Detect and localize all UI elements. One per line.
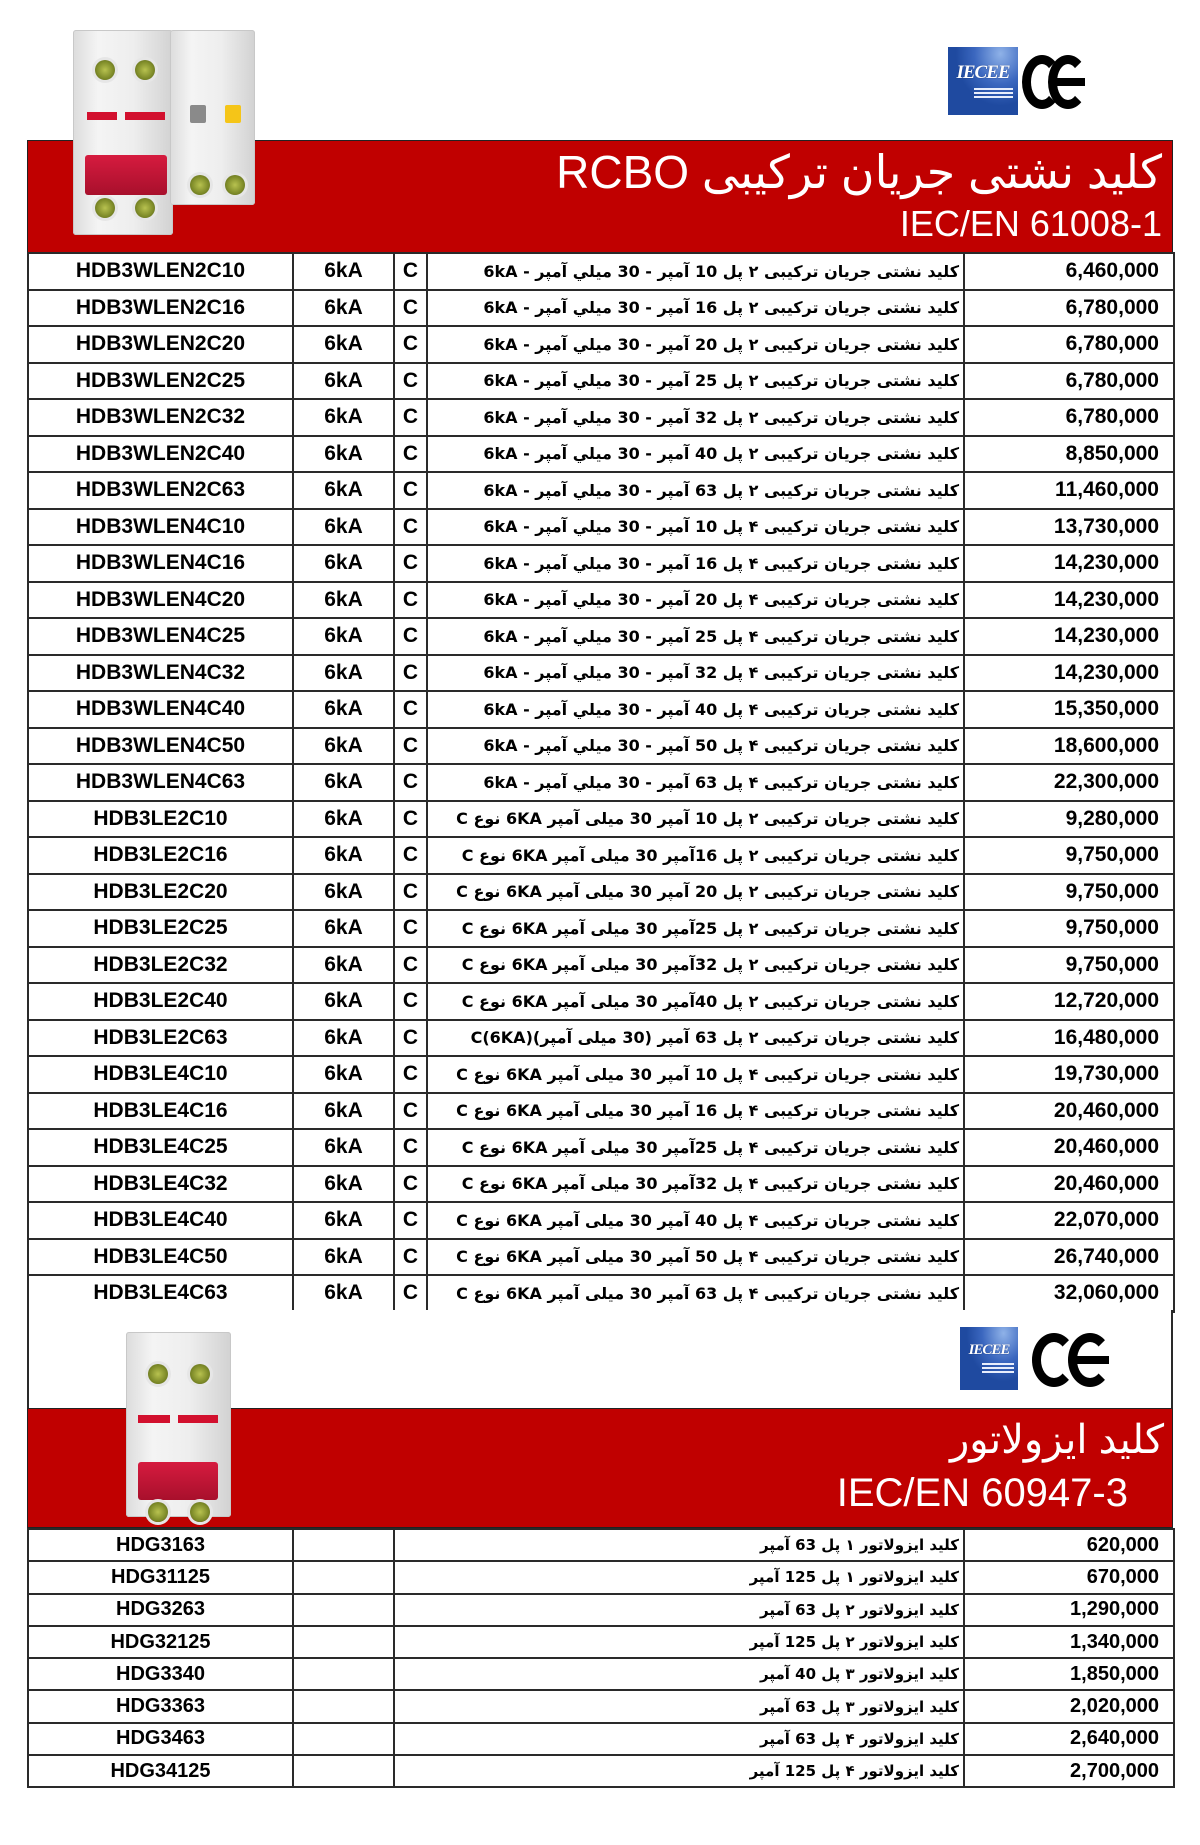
trip-curve: C — [394, 983, 427, 1020]
trip-curve: C — [394, 1020, 427, 1057]
trip-curve: C — [394, 290, 427, 327]
trip-curve: C — [394, 764, 427, 801]
product-code: HDB3WLEN4C40 — [28, 691, 293, 728]
table-row — [28, 363, 1174, 400]
product-description: کلید نشتی جریان ترکیبی ۲ پل 63 آمپر - 30 میلي آمپر - 6kA — [427, 472, 964, 509]
breaking-capacity: 6kA — [293, 1093, 394, 1130]
product-description: کلید ایزولاتور ۳ پل 40 آمپر — [394, 1658, 964, 1690]
trip-curve: C — [394, 545, 427, 582]
empty-cell — [293, 1658, 394, 1690]
product-code: HDG32125 — [28, 1626, 293, 1658]
product-description: کلید ایزولاتور ۱ پل 125 آمپر — [394, 1561, 964, 1593]
table-row — [28, 1561, 1174, 1593]
table-row — [28, 691, 1174, 728]
breaking-capacity: 6kA — [293, 618, 394, 655]
table-row — [28, 1239, 1174, 1276]
breaking-capacity: 6kA — [293, 1166, 394, 1203]
iecee-logo-icon: IECEE — [960, 1327, 1018, 1390]
breaking-capacity: 6kA — [293, 290, 394, 327]
product-code: HDB3WLEN4C32 — [28, 655, 293, 692]
product-code: HDB3LE2C63 — [28, 1020, 293, 1057]
product-description: کلید نشتی جریان ترکیبی ۴ پل 25آمپر 30 میلی آمپر 6KA نوع C — [427, 1129, 964, 1166]
product-code: HDB3LE4C16 — [28, 1093, 293, 1130]
table-row — [28, 983, 1174, 1020]
breaking-capacity: 6kA — [293, 1275, 394, 1312]
product-code: HDB3LE2C16 — [28, 837, 293, 874]
product-code: HDG3263 — [28, 1594, 293, 1626]
product-description: کلید نشتی جریان ترکیبی ۴ پل 40 آمپر 30 میلی آمپر 6KA نوع C — [427, 1202, 964, 1239]
product-code: HDB3WLEN2C10 — [28, 253, 293, 290]
trip-curve: C — [394, 691, 427, 728]
table-row — [28, 290, 1174, 327]
product-description: کلید نشتی جریان ترکیبی ۲ پل 16 آمپر - 30 میلي آمپر - 6kA — [427, 290, 964, 327]
isolator-switch-image — [118, 1332, 236, 1517]
trip-curve: C — [394, 472, 427, 509]
product-code: HDB3LE2C40 — [28, 983, 293, 1020]
empty-cell — [293, 1755, 394, 1787]
product-price: 14,230,000 — [964, 618, 1174, 655]
empty-cell — [293, 1594, 394, 1626]
table-row — [28, 1020, 1174, 1057]
breaking-capacity: 6kA — [293, 801, 394, 838]
product-code: HDB3WLEN4C25 — [28, 618, 293, 655]
product-price: 9,750,000 — [964, 947, 1174, 984]
product-code: HDB3WLEN4C16 — [28, 545, 293, 582]
table-row — [28, 1755, 1174, 1787]
rcbo-section-title: کلید نشتی جریان ترکیبی RCBO — [556, 146, 1162, 198]
trip-curve: C — [394, 582, 427, 619]
table-row — [28, 1658, 1174, 1690]
product-code: HDB3LE4C50 — [28, 1239, 293, 1276]
table-row — [28, 509, 1174, 546]
trip-curve: C — [394, 326, 427, 363]
product-description: کلید نشتی جریان ترکیبی ۴ پل 25 آمپر - 30 میلي آمپر - 6kA — [427, 618, 964, 655]
product-price: 20,460,000 — [964, 1093, 1174, 1130]
empty-cell — [293, 1529, 394, 1561]
product-description: کلید نشتی جریان ترکیبی ۲ پل 32 آمپر - 30 میلي آمپر - 6kA — [427, 399, 964, 436]
trip-curve: C — [394, 253, 427, 290]
product-price: 18,600,000 — [964, 728, 1174, 765]
product-price: 6,780,000 — [964, 363, 1174, 400]
table-row — [28, 910, 1174, 947]
product-code: HDB3WLEN2C20 — [28, 326, 293, 363]
product-code: HDB3WLEN4C10 — [28, 509, 293, 546]
isolator-standard-label: IEC/EN 60947-3 — [836, 1471, 1128, 1515]
table-row — [28, 1690, 1174, 1722]
table-row — [28, 764, 1174, 801]
product-code: HDB3LE4C40 — [28, 1202, 293, 1239]
product-description: کلید نشتی جریان ترکیبی ۴ پل 16 آمپر 30 میلی آمپر 6KA نوع C — [427, 1093, 964, 1130]
product-price: 9,750,000 — [964, 837, 1174, 874]
breaking-capacity: 6kA — [293, 1239, 394, 1276]
trip-curve: C — [394, 618, 427, 655]
table-row — [28, 655, 1174, 692]
trip-curve: C — [394, 1202, 427, 1239]
product-code: HDB3LE4C63 — [28, 1275, 293, 1312]
table-row — [28, 874, 1174, 911]
breaking-capacity: 6kA — [293, 655, 394, 692]
table-row — [28, 253, 1174, 290]
breaking-capacity: 6kA — [293, 363, 394, 400]
product-description: کلید ایزولاتور ۴ پل 125 آمپر — [394, 1755, 964, 1787]
breaking-capacity: 6kA — [293, 399, 394, 436]
product-price: 1,850,000 — [964, 1658, 1174, 1690]
breaking-capacity: 6kA — [293, 874, 394, 911]
table-row — [28, 326, 1174, 363]
trip-curve: C — [394, 837, 427, 874]
trip-curve: C — [394, 1166, 427, 1203]
product-description: کلید نشتی جریان ترکیبی ۲ پل 40 آمپر - 30 میلي آمپر - 6kA — [427, 436, 964, 473]
breaking-capacity: 6kA — [293, 582, 394, 619]
ce-mark-icon — [1022, 55, 1088, 109]
table-row — [28, 1529, 1174, 1561]
table-row — [28, 1275, 1174, 1312]
product-description: کلید نشتی جریان ترکیبی ۴ پل 20 آمپر - 30 میلي آمپر - 6kA — [427, 582, 964, 619]
product-code: HDB3LE4C32 — [28, 1166, 293, 1203]
product-price: 11,460,000 — [964, 472, 1174, 509]
product-description: کلید نشتی جریان ترکیبی ۴ پل 16 آمپر - 30 میلي آمپر - 6kA — [427, 545, 964, 582]
product-price: 670,000 — [964, 1561, 1174, 1593]
rcbo-price-table — [27, 252, 1175, 1313]
empty-cell — [293, 1561, 394, 1593]
product-code: HDB3WLEN4C50 — [28, 728, 293, 765]
breaking-capacity: 6kA — [293, 947, 394, 984]
product-price: 12,720,000 — [964, 983, 1174, 1020]
product-price: 9,750,000 — [964, 874, 1174, 911]
breaking-capacity: 6kA — [293, 910, 394, 947]
table-row — [28, 728, 1174, 765]
product-description: کلید نشتی جریان ترکیبی ۴ پل 50 آمپر 30 میلی آمپر 6KA نوع C — [427, 1239, 964, 1276]
product-code: HDB3WLEN2C16 — [28, 290, 293, 327]
product-code: HDB3LE2C25 — [28, 910, 293, 947]
product-price: 14,230,000 — [964, 582, 1174, 619]
product-description: کلید نشتی جریان ترکیبی ۲ پل 10 آمپر - 30 میلي آمپر - 6kA — [427, 253, 964, 290]
product-price: 2,020,000 — [964, 1690, 1174, 1722]
breaking-capacity: 6kA — [293, 1129, 394, 1166]
product-description: کلید ایزولاتور ۴ پل 63 آمپر — [394, 1723, 964, 1755]
product-price: 20,460,000 — [964, 1129, 1174, 1166]
product-price: 1,340,000 — [964, 1626, 1174, 1658]
product-description: کلید ایزولاتور ۲ پل 125 آمپر — [394, 1626, 964, 1658]
breaking-capacity: 6kA — [293, 545, 394, 582]
product-price: 8,850,000 — [964, 436, 1174, 473]
breaking-capacity: 6kA — [293, 837, 394, 874]
product-description: کلید نشتی جریان ترکیبی ۴ پل 32آمپر 30 میلی آمپر 6KA نوع C — [427, 1166, 964, 1203]
trip-curve: C — [394, 399, 427, 436]
trip-curve: C — [394, 436, 427, 473]
product-price: 9,750,000 — [964, 910, 1174, 947]
product-price: 20,460,000 — [964, 1166, 1174, 1203]
product-code: HDB3LE2C10 — [28, 801, 293, 838]
product-description: کلید نشتی جریان ترکیبی ۴ پل 50 آمپر - 30 میلي آمپر - 6kA — [427, 728, 964, 765]
table-row — [28, 1723, 1174, 1755]
product-description: کلید نشتی جریان ترکیبی ۲ پل 25 آمپر - 30 میلي آمپر - 6kA — [427, 363, 964, 400]
product-price: 6,460,000 — [964, 253, 1174, 290]
trip-curve: C — [394, 801, 427, 838]
breaking-capacity: 6kA — [293, 1202, 394, 1239]
table-row — [28, 1129, 1174, 1166]
product-code: HDB3LE4C10 — [28, 1056, 293, 1093]
product-description: کلید نشتی جریان ترکیبی ۴ پل 10 آمپر 30 میلی آمپر 6KA نوع C — [427, 1056, 964, 1093]
product-description: کلید ایزولاتور ۱ پل 63 آمپر — [394, 1529, 964, 1561]
table-row — [28, 1056, 1174, 1093]
product-price: 6,780,000 — [964, 290, 1174, 327]
product-description: کلید نشتی جریان ترکیبی ۴ پل 32 آمپر - 30 میلي آمپر - 6kA — [427, 655, 964, 692]
product-description: کلید نشتی جریان ترکیبی ۲ پل 25آمپر 30 میلی آمپر 6KA نوع C — [427, 910, 964, 947]
product-description: کلید ایزولاتور ۲ پل 63 آمپر — [394, 1594, 964, 1626]
product-price: 14,230,000 — [964, 545, 1174, 582]
table-row — [28, 801, 1174, 838]
product-description: کلید نشتی جریان ترکیبی ۴ پل 10 آمپر - 30 میلي آمپر - 6kA — [427, 509, 964, 546]
product-description: کلید نشتی جریان ترکیبی ۲ پل 40آمپر 30 میلی آمپر 6KA نوع C — [427, 983, 964, 1020]
breaking-capacity: 6kA — [293, 253, 394, 290]
trip-curve: C — [394, 1275, 427, 1312]
trip-curve: C — [394, 509, 427, 546]
product-price: 2,640,000 — [964, 1723, 1174, 1755]
table-row — [28, 947, 1174, 984]
breaking-capacity: 6kA — [293, 1020, 394, 1057]
table-row — [28, 1202, 1174, 1239]
empty-cell — [293, 1723, 394, 1755]
product-code: HDG31125 — [28, 1561, 293, 1593]
trip-curve: C — [394, 363, 427, 400]
product-price: 1,290,000 — [964, 1594, 1174, 1626]
breaking-capacity: 6kA — [293, 764, 394, 801]
product-code: HDG34125 — [28, 1755, 293, 1787]
table-row — [28, 1093, 1174, 1130]
product-price: 13,730,000 — [964, 509, 1174, 546]
product-description: کلید نشتی جریان ترکیبی ۲ پل 16آمپر 30 میلی آمپر 6KA نوع C — [427, 837, 964, 874]
rcbo-breaker-image — [65, 30, 260, 235]
table-row — [28, 399, 1174, 436]
product-description: کلید نشتی جریان ترکیبی ۴ پل 40 آمپر - 30 میلي آمپر - 6kA — [427, 691, 964, 728]
trip-curve: C — [394, 910, 427, 947]
trip-curve: C — [394, 728, 427, 765]
product-description: کلید نشتی جریان ترکیبی ۲ پل 10 آمپر 30 میلی آمپر 6KA نوع C — [427, 801, 964, 838]
trip-curve: C — [394, 655, 427, 692]
product-code: HDB3WLEN2C40 — [28, 436, 293, 473]
table-row — [28, 618, 1174, 655]
product-price: 32,060,000 — [964, 1275, 1174, 1312]
breaking-capacity: 6kA — [293, 691, 394, 728]
product-price: 15,350,000 — [964, 691, 1174, 728]
table-row — [28, 837, 1174, 874]
product-description: کلید نشتی جریان ترکیبی ۲ پل 32آمپر 30 میلی آمپر 6KA نوع C — [427, 947, 964, 984]
product-price: 22,070,000 — [964, 1202, 1174, 1239]
isolator-price-table — [27, 1528, 1175, 1788]
product-price: 16,480,000 — [964, 1020, 1174, 1057]
product-description: کلید نشتی جریان ترکیبی ۲ پل 63 آمپر (30 میلی آمپر)(6KA)C — [427, 1020, 964, 1057]
breaking-capacity: 6kA — [293, 472, 394, 509]
breaking-capacity: 6kA — [293, 509, 394, 546]
product-code: HDB3LE4C25 — [28, 1129, 293, 1166]
product-price: 26,740,000 — [964, 1239, 1174, 1276]
trip-curve: C — [394, 1239, 427, 1276]
product-price: 2,700,000 — [964, 1755, 1174, 1787]
product-price: 6,780,000 — [964, 326, 1174, 363]
product-code: HDB3WLEN2C25 — [28, 363, 293, 400]
product-price: 19,730,000 — [964, 1056, 1174, 1093]
table-row — [28, 1166, 1174, 1203]
breaking-capacity: 6kA — [293, 983, 394, 1020]
breaking-capacity: 6kA — [293, 728, 394, 765]
product-description: کلید نشتی جریان ترکیبی ۴ پل 63 آمپر - 30 میلي آمپر - 6kA — [427, 764, 964, 801]
product-code: HDG3340 — [28, 1658, 293, 1690]
product-description: کلید نشتی جریان ترکیبی ۲ پل 20 آمپر - 30 میلي آمپر - 6kA — [427, 326, 964, 363]
product-code: HDG3363 — [28, 1690, 293, 1722]
product-price: 6,780,000 — [964, 399, 1174, 436]
table-row — [28, 472, 1174, 509]
trip-curve: C — [394, 874, 427, 911]
product-code: HDB3WLEN4C63 — [28, 764, 293, 801]
trip-curve: C — [394, 947, 427, 984]
product-price: 22,300,000 — [964, 764, 1174, 801]
trip-curve: C — [394, 1056, 427, 1093]
product-price: 620,000 — [964, 1529, 1174, 1561]
product-price: 9,280,000 — [964, 801, 1174, 838]
table-row — [28, 1594, 1174, 1626]
rcbo-standard-label: IEC/EN 61008-1 — [899, 203, 1162, 244]
trip-curve: C — [394, 1129, 427, 1166]
breaking-capacity: 6kA — [293, 436, 394, 473]
product-code: HDB3WLEN4C20 — [28, 582, 293, 619]
table-row — [28, 545, 1174, 582]
product-description: کلید نشتی جریان ترکیبی ۲ پل 20 آمپر 30 میلی آمپر 6KA نوع C — [427, 874, 964, 911]
product-code: HDB3LE2C20 — [28, 874, 293, 911]
empty-cell — [293, 1690, 394, 1722]
product-description: کلید ایزولاتور ۳ پل 63 آمپر — [394, 1690, 964, 1722]
product-code: HDG3163 — [28, 1529, 293, 1561]
breaking-capacity: 6kA — [293, 1056, 394, 1093]
product-code: HDG3463 — [28, 1723, 293, 1755]
isolator-section-title: کلید ایزولاتور — [949, 1418, 1164, 1462]
product-code: HDB3WLEN2C32 — [28, 399, 293, 436]
empty-cell — [293, 1626, 394, 1658]
breaking-capacity: 6kA — [293, 326, 394, 363]
product-code: HDB3WLEN2C63 — [28, 472, 293, 509]
product-code: HDB3LE2C32 — [28, 947, 293, 984]
product-price: 14,230,000 — [964, 655, 1174, 692]
table-row — [28, 582, 1174, 619]
trip-curve: C — [394, 1093, 427, 1130]
table-row — [28, 1626, 1174, 1658]
product-description: کلید نشتی جریان ترکیبی ۴ پل 63 آمپر 30 میلی آمپر 6KA نوع C — [427, 1275, 964, 1312]
iecee-logo-icon: IECEE — [948, 47, 1018, 115]
table-row — [28, 436, 1174, 473]
ce-mark-icon — [1032, 1333, 1112, 1387]
